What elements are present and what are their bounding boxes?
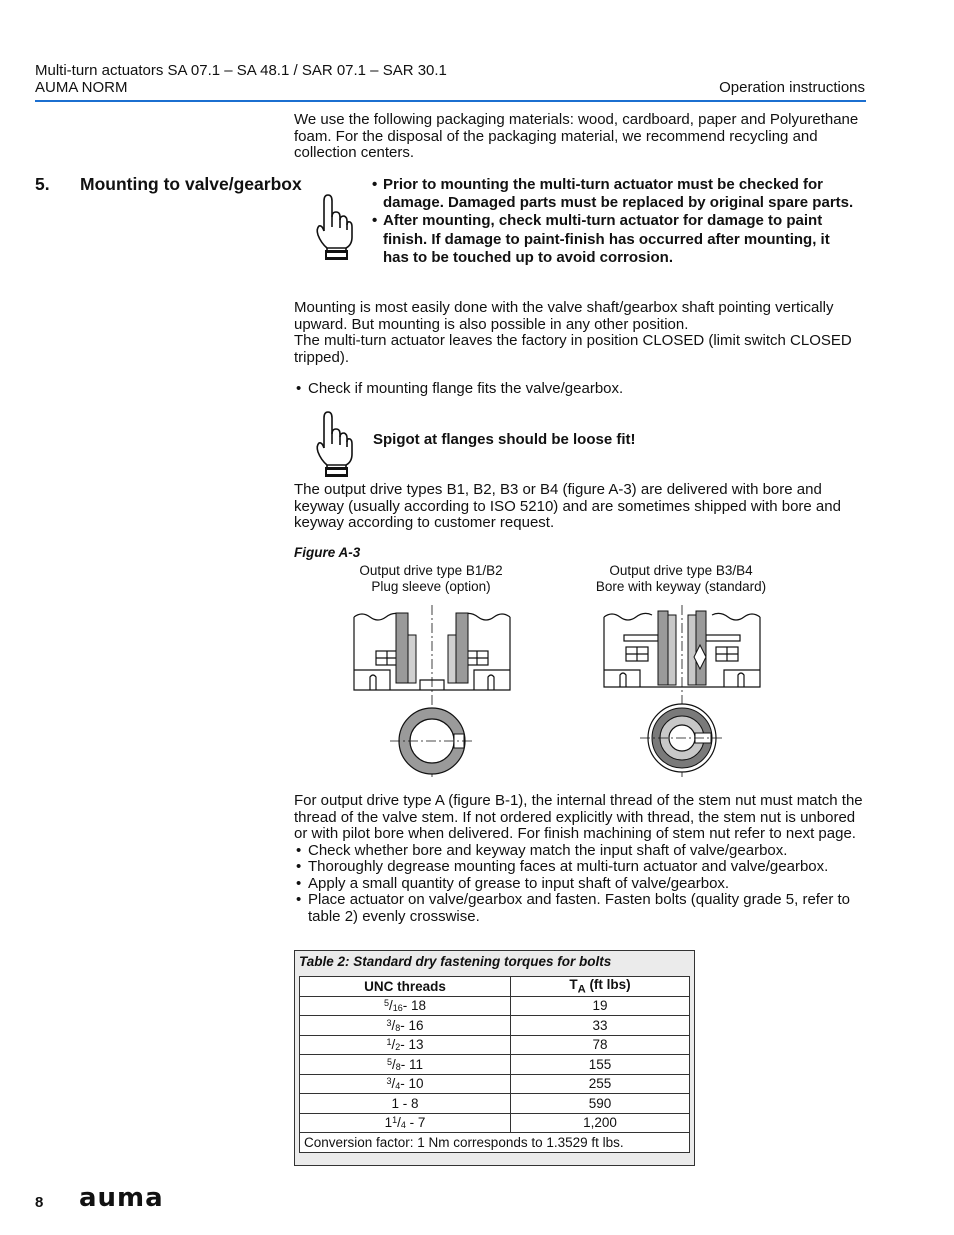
table-row	[300, 1074, 690, 1094]
warning-item: • After mounting, check multi-turn actuator for damage to paint finish. If damage to paint-finish has occurred after mounting, it has to be touched up to avoid corrosion.	[370, 212, 858, 267]
step-item: • Place actuator on valve/gearbox and fasten. Fasten bolts (quality grade 5, refer to table 2) evenly crosswise.	[294, 892, 866, 925]
thread-pitch: - 8	[399, 1095, 419, 1111]
thread-fraction-num: 3	[386, 1017, 392, 1028]
table-row	[300, 1055, 690, 1075]
figure-left-caption	[331, 563, 531, 595]
thread-pitch: - 16	[400, 1017, 424, 1033]
type-a-text: For output drive type A (figure B-1), the internal thread of the stem nut must match the thread of the valve stem. If not ordered explicitly with thread, the stem nut is unbored or with pilot bore when delivered. For finish machining of stem nut refer to next page.	[294, 792, 863, 842]
thread-pitch: - 7	[405, 1115, 426, 1131]
torque-cell: 78	[511, 1035, 690, 1055]
col-torque-symbol: T	[569, 977, 578, 992]
thread-whole: 1	[384, 1115, 393, 1131]
table-row	[300, 1035, 690, 1055]
thread-cell	[300, 1094, 511, 1114]
document-type: Operation instructions	[719, 79, 865, 96]
title-line-1: Multi-turn actuators SA 07.1 – SA 48.1 / SAR 07.1 – SAR 30.1	[35, 62, 447, 79]
thread-cell: $^1$/2- 13	[300, 1035, 511, 1055]
thread-fraction-num: 1	[392, 1115, 398, 1126]
table-row	[300, 1094, 690, 1114]
warning-item: • Prior to mounting the multi-turn actuator must be checked for damage. Damaged parts must be replaced by original spare parts.	[370, 176, 858, 212]
conversion-note: Conversion factor: 1 Nm corresponds to 1.3529 ft lbs.	[300, 1133, 690, 1153]
thread-whole: 1	[391, 1095, 399, 1111]
thread-pitch: - 10	[400, 1076, 424, 1092]
step-item: • Check whether bore and keyway match the input shaft of valve/gearbox.	[294, 843, 866, 860]
mounting-text-1: Mounting is most easily done with the valve shaft/gearbox shaft pointing vertically upward. But mounting is also possible in any other position.	[294, 299, 834, 333]
step-item: • Apply a small quantity of grease to input shaft of valve/gearbox.	[294, 876, 866, 893]
torque-cell: 155	[511, 1055, 690, 1075]
pointing-hand-icon	[313, 410, 353, 484]
title-line-2: AUMA NORM	[35, 79, 128, 96]
figure-label: Figure A-3	[294, 545, 361, 560]
torque-cell: 19	[511, 996, 690, 1016]
drawing-b1-b2	[350, 605, 515, 784]
thread-cell: $^3$/8- 16	[300, 1016, 511, 1036]
torque-table	[299, 976, 690, 1153]
torque-cell: 33	[511, 1016, 690, 1036]
pointing-hand-icon	[313, 193, 353, 267]
thread-fraction-den: 8	[395, 1022, 401, 1033]
warning-list	[370, 176, 858, 267]
check-flange-text: • Check if mounting flange fits the valve/gearbox.	[294, 381, 866, 398]
thread-cell: $^3$/4- 10	[300, 1074, 511, 1094]
thread-cell: $^5$/8- 11	[300, 1055, 511, 1075]
table-caption: Table 2: Standard dry fastening torques for bolts	[299, 954, 612, 969]
thread-cell: $^5$/16- 18	[300, 996, 511, 1016]
mounting-paragraph	[294, 300, 866, 366]
type-a-paragraph	[294, 793, 866, 925]
left-caption-line-1: Output drive type B1/B2	[359, 563, 503, 578]
output-drive-paragraph: The output drive types B1, B2, B3 or B4 (figure A-3) are delivered with bore and keyway (usually according to ISO 5210) and are sometimes shipped with bore and keyway according to customer request.	[294, 481, 841, 531]
header-rule	[35, 100, 866, 102]
document-title	[35, 62, 447, 96]
torque-cell: 255	[511, 1074, 690, 1094]
torque-cell: 590	[511, 1094, 690, 1114]
figure-right-caption	[571, 563, 791, 595]
spigot-note: Spigot at flanges should be loose fit!	[373, 431, 636, 448]
table-row	[300, 1113, 690, 1133]
section-number: 5.	[35, 174, 50, 194]
check-flange-item	[294, 381, 866, 398]
thread-pitch: - 18	[402, 998, 427, 1014]
col-torque	[511, 977, 690, 997]
thread-pitch: - 13	[400, 1037, 424, 1053]
page-number: 8	[35, 1194, 44, 1211]
right-caption-line-2: Bore with keyway (standard)	[595, 579, 767, 594]
torque-cell: 1,200	[511, 1113, 690, 1133]
thread-cell: $1^1/4 - 7$	[300, 1113, 511, 1133]
col-torque-unit: (ft lbs)	[585, 977, 631, 992]
torque-table-box	[294, 950, 695, 1166]
col-unc-threads: UNC threads	[300, 977, 511, 997]
section-title: Mounting to valve/gearbox	[80, 174, 302, 194]
packaging-paragraph: We use the following packaging materials: wood, cardboard, paper and Polyurethane foam. For the disposal of the packaging material, we recommend recycling and collection centers.	[294, 111, 859, 161]
mounting-text-2: The multi-turn actuator leaves the factory in position CLOSED (limit switch CLOSED tripped).	[294, 332, 852, 366]
drawing-b3-b4	[600, 605, 765, 784]
thread-fraction-num: 5	[386, 1056, 392, 1067]
table-row	[300, 996, 690, 1016]
left-caption-line-2: Plug sleeve (option)	[371, 579, 491, 594]
thread-pitch: - 11	[400, 1056, 424, 1072]
step-item: • Thoroughly degrease mounting faces at multi-turn actuator and valve/gearbox.	[294, 859, 866, 876]
auma-logo: auma	[79, 1183, 164, 1213]
thread-fraction-den: 4	[400, 1120, 406, 1131]
thread-fraction-num: 1	[386, 1037, 392, 1048]
right-caption-line-1: Output drive type B3/B4	[609, 563, 753, 578]
thread-fraction-num: 3	[386, 1076, 392, 1087]
col-torque-subscript: A	[577, 983, 586, 996]
thread-fraction-den: 8	[395, 1061, 401, 1072]
thread-fraction-num: 5	[383, 998, 389, 1009]
section-heading	[35, 174, 302, 195]
thread-fraction-den: 2	[395, 1042, 401, 1053]
thread-fraction-den: 16	[392, 1003, 403, 1014]
thread-fraction-den: 4	[395, 1081, 401, 1092]
table-row	[300, 1016, 690, 1036]
